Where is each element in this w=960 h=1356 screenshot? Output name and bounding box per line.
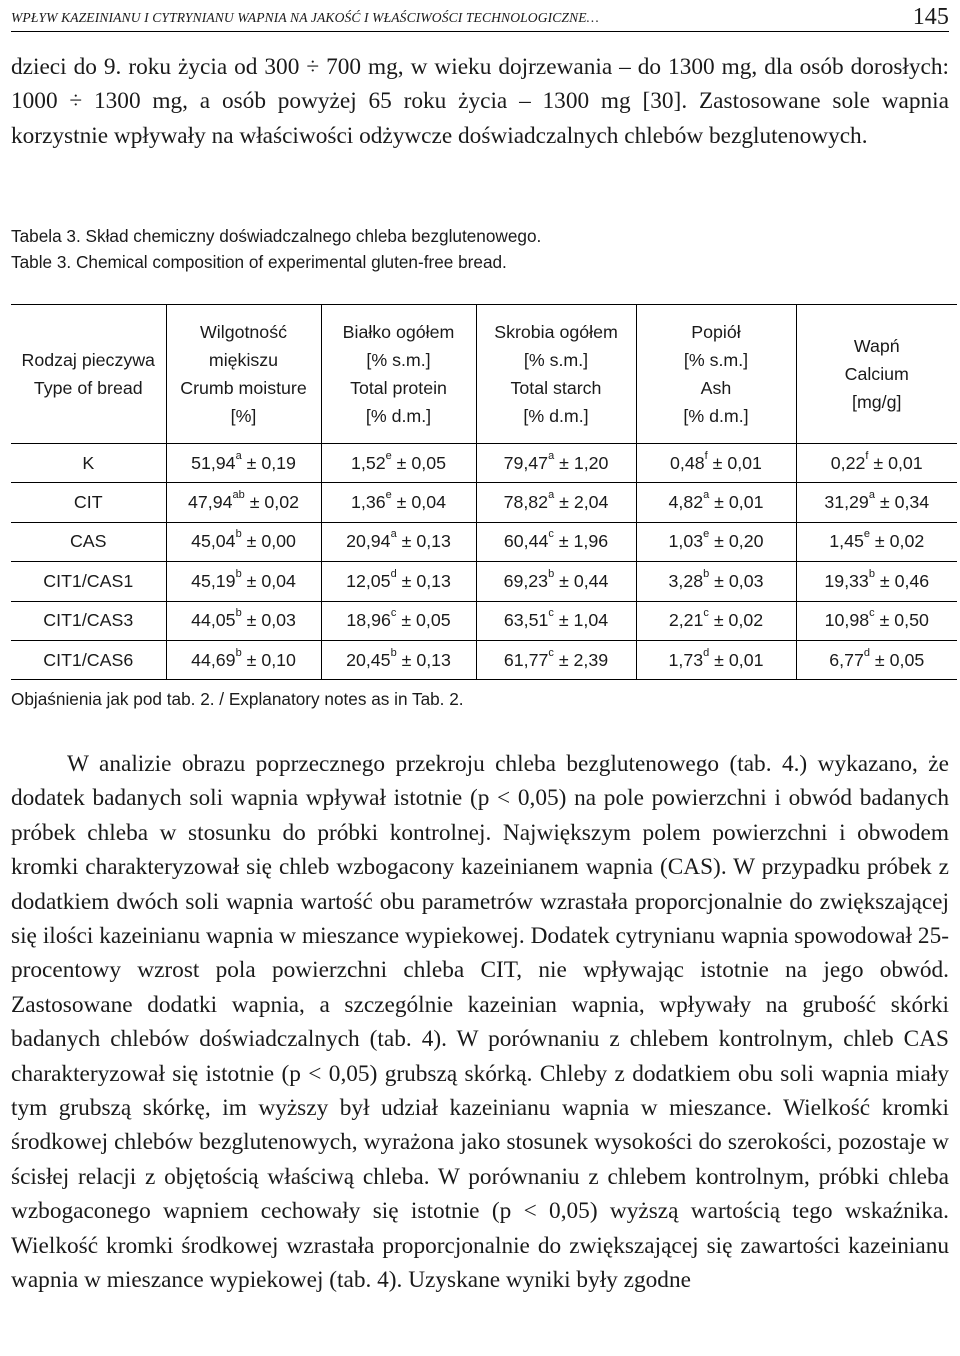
cell-total-protein: 20,45$^b$ ± 0,13 <box>321 640 476 679</box>
cell-bread-type: CIT <box>11 483 166 522</box>
cell-total-starch: 63,51$^c$ ± 1,04 <box>476 601 636 640</box>
cell-total-protein: 12,05$^d$ ± 0,13 <box>321 562 476 601</box>
table-caption-en: Table 3. Chemical composition of experimental gluten-free bread. <box>11 252 507 272</box>
cell-crumb-moisture: 44,69$^b$ ± 0,10 <box>166 640 321 679</box>
cell-crumb-moisture: 47,94$^{ab}$ ± 0,02 <box>166 483 321 522</box>
cell-bread-type: CIT1/CAS6 <box>11 640 166 679</box>
cell-crumb-moisture: 44,05$^b$ ± 0,03 <box>166 601 321 640</box>
header-crumb-moisture: Wilgotność miękiszu Crumb moisture [%] <box>166 305 321 444</box>
cell-bread-type: CIT1/CAS3 <box>11 601 166 640</box>
cell-total-protein: 18,96$^c$ ± 0,05 <box>321 601 476 640</box>
body-paragraph: W analizie obrazu poprzecznego przekroju chleba bezglutenowego (tab. 4.) wykazano, że dodatek badanych soli wapnia wpływał istotnie (p < 0,05) na pole powierzchni i obwód badanych próbek chleba w stosunku do próbki kontrolnej. Największym polem powierzchni i obwodem kromki charakteryzował się chleb wzbogacony kazeinianem wapnia (CAS). W przypadku próbek z dodatkiem dwóch soli wapnia wartość obu parametrów wzrastała proporcjonalnie do zwiększającej się ilości kazeinianu wapnia w mieszance wypiekowej. Dodatek cytrynianu wapnia spowodował 25-procentowy wzrost pola powierzchni chleba CIT, nie wpływając istotnie na jego obwód. Zastosowane dodatki wapnia, a szczególnie kazeinian wapnia, wpływały na grubość skórki badanych chlebów doświadczalnych (tab. 4). W porównaniu z chlebem kontrolnym, chleb CAS charakteryzował się istotnie (p < 0,05) grubszą skórką. Chleby z dodatkiem obu soli wapnia miały tym grubszą skórkę, im wyższy był udział kazeinianu wapnia w mieszance. Wielkość kromki środkowej chlebów bezglutenowych, wyrażona jako stosunek wysokości do szerokości, pozostaje w ścisłej relacji z objętością właściwą chleba. W porównaniu z chlebem kontrolnym, próbki chleba wzbogaconego wapniem cechowały się istotnie (p < 0,05) wyższą wartością tego wskaźnika. Wielkość kromki środkowej wzrastała proporcjonalnie do zwiększającej się zawartości kazeinianu wapnia w mieszance wypiekowej (tab. 4). Uzyskane wyniki były zgodne <box>11 751 949 1294</box>
cell-bread-type: CIT1/CAS1 <box>11 562 166 601</box>
cell-bread-type: K <box>11 444 166 483</box>
table-row <box>11 444 957 483</box>
table-row <box>11 562 957 601</box>
header-ash: Popiół [% s.m.] Ash [% d.m.] <box>636 305 796 444</box>
cell-ash: 4,82$^a$ ± 0,01 <box>636 483 796 522</box>
table-row <box>11 483 957 522</box>
table-row <box>11 601 957 640</box>
cell-total-starch: 78,82$^a$ ± 2,04 <box>476 483 636 522</box>
cell-calcium: 1,45$^e$ ± 0,02 <box>796 522 957 561</box>
header-total-starch: Skrobia ogółem [% s.m.] Total starch [% d.m.] <box>476 305 636 444</box>
table-row <box>11 640 957 679</box>
table-body <box>11 444 957 680</box>
cell-calcium: 19,33$^b$ ± 0,46 <box>796 562 957 601</box>
cell-bread-type: CAS <box>11 522 166 561</box>
cell-total-starch: 69,23$^b$ ± 0,44 <box>476 562 636 601</box>
cell-calcium: 0,22$^f$ ± 0,01 <box>796 444 957 483</box>
running-title: WPŁYW KAZEINIANU I CYTRYNIANU WAPNIA NA JAKOŚĆ I WŁAŚCIWOŚCI TECHNOLOGICZNE… <box>11 10 599 25</box>
cell-ash: 2,21$^c$ ± 0,02 <box>636 601 796 640</box>
cell-ash: 1,73$^d$ ± 0,01 <box>636 640 796 679</box>
cell-calcium: 31,29$^a$ ± 0,34 <box>796 483 957 522</box>
table-caption-pl: Tabela 3. Skład chemiczny doświadczalnego chleba bezglutenowego. <box>11 226 542 246</box>
cell-total-protein: 20,94$^a$ ± 0,13 <box>321 522 476 561</box>
cell-total-starch: 60,44$^c$ ± 1,96 <box>476 522 636 561</box>
cell-calcium: 10,98$^c$ ± 0,50 <box>796 601 957 640</box>
header-total-protein: Białko ogółem [% s.m.] Total protein [% d.m.] <box>321 305 476 444</box>
cell-total-starch: 61,77$^c$ ± 2,39 <box>476 640 636 679</box>
cell-calcium: 6,77$^d$ ± 0,05 <box>796 640 957 679</box>
cell-crumb-moisture: 45,19$^b$ ± 0,04 <box>166 562 321 601</box>
header-rule <box>11 31 949 32</box>
cell-total-starch: 79,47$^a$ ± 1,20 <box>476 444 636 483</box>
cell-crumb-moisture: 51,94$^a$ ± 0,19 <box>166 444 321 483</box>
running-header <box>11 4 949 28</box>
cell-ash: 1,03$^e$ ± 0,20 <box>636 522 796 561</box>
table-row <box>11 522 957 561</box>
page-number: 145 <box>912 4 949 30</box>
table-header-row <box>11 305 957 444</box>
cell-ash: 0,48$^f$ ± 0,01 <box>636 444 796 483</box>
intro-paragraph: dzieci do 9. roku życia od 300 ÷ 700 mg, w wieku dojrzewania – do 1300 mg, dla osób dorosłych: 1000 ÷ 1300 mg, a osób powyżej 65 roku życia – 1300 mg [30]. Zastosowane sole wapnia korzystnie wpływały na właściwości odżywcze doświadczalnych chlebów bezglutenowych. <box>11 54 949 149</box>
cell-total-protein: 1,36$^e$ ± 0,04 <box>321 483 476 522</box>
header-bread-type: Rodzaj pieczywa Type of bread <box>11 305 166 444</box>
cell-crumb-moisture: 45,04$^b$ ± 0,00 <box>166 522 321 561</box>
table-notes: Objaśnienia jak pod tab. 2. / Explanatory notes as in Tab. 2. <box>11 689 464 709</box>
cell-ash: 3,28$^b$ ± 0,03 <box>636 562 796 601</box>
header-calcium: Wapń Calcium [mg/g] <box>796 305 957 444</box>
cell-total-protein: 1,52$^e$ ± 0,05 <box>321 444 476 483</box>
composition-table <box>11 304 957 680</box>
